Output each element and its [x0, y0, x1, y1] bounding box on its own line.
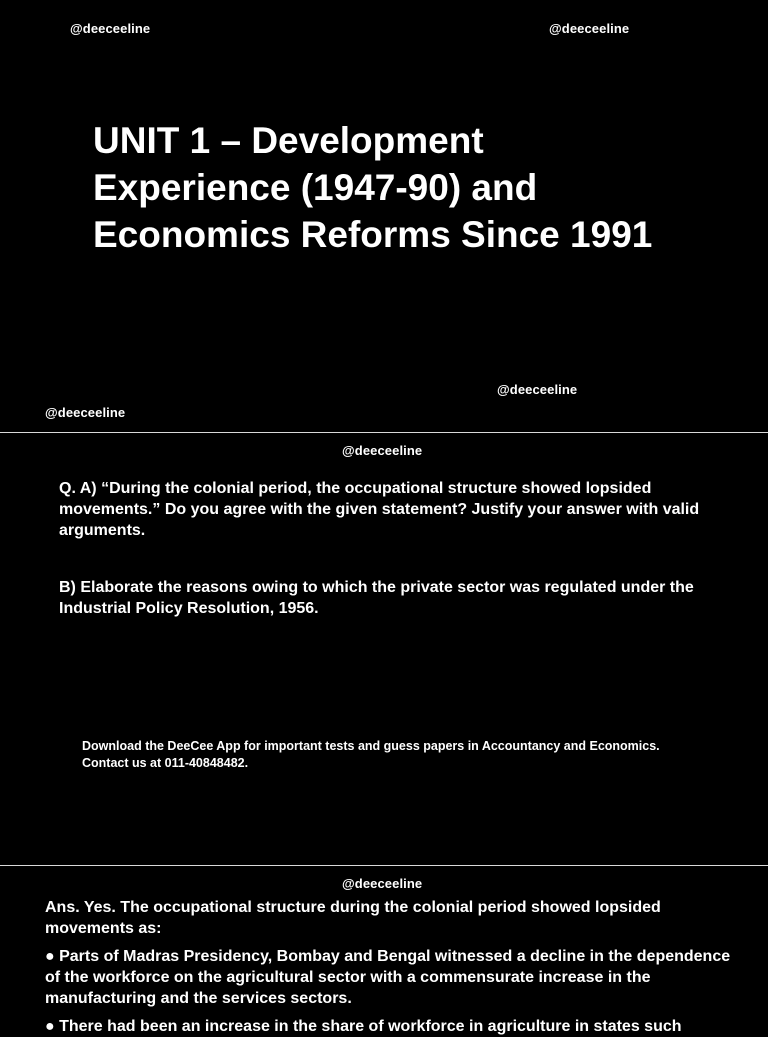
slide-title	[0, 0, 768, 432]
watermark-top-right: @deeceeline	[549, 21, 630, 36]
title-line-2: Experience (1947-90) and	[93, 167, 538, 208]
question-b: B) Elaborate the reasons owing to which the private sector was regulated under the Industrial Policy Resolution, 1956.	[59, 579, 694, 617]
watermark-top-left: @deeceeline	[70, 21, 151, 36]
slide-questions	[0, 433, 768, 865]
contact-line: Contact us at 011-40848482.	[82, 756, 249, 770]
answer-intro: Ans. Yes. The occupational structure during the colonial period showed lopsided movements as:	[45, 899, 661, 937]
app-promo-line-1: Download the DeeCee App for important tests and guess papers in Accountancy and Economics.	[82, 739, 660, 753]
title-line-1: UNIT 1 – Development	[93, 120, 484, 161]
question-a: Q. A) “During the colonial period, the occupational structure showed lopsided movements.” Do you agree with the given statement? Justify your answer with valid arguments.	[59, 480, 700, 539]
watermark-lower-left: @deeceeline	[45, 405, 126, 420]
slide-answer	[0, 866, 768, 1035]
answer-bullet-2: ● There had been an increase in the share of workforce in agriculture in states such	[45, 1018, 682, 1035]
unit-title	[93, 117, 733, 258]
title-line-3: Economics Reforms Since 1991	[93, 214, 653, 255]
watermark-lower-right: @deeceeline	[497, 382, 578, 397]
watermark-center: @deeceeline	[342, 876, 423, 891]
watermark-center: @deeceeline	[342, 443, 423, 458]
answer-bullet-1: ● Parts of Madras Presidency, Bombay and Bengal witnessed a decline in the dependence of the workforce on the agricultural sector with a commensurate increase in the manufacturing and the services sectors.	[45, 948, 731, 1007]
